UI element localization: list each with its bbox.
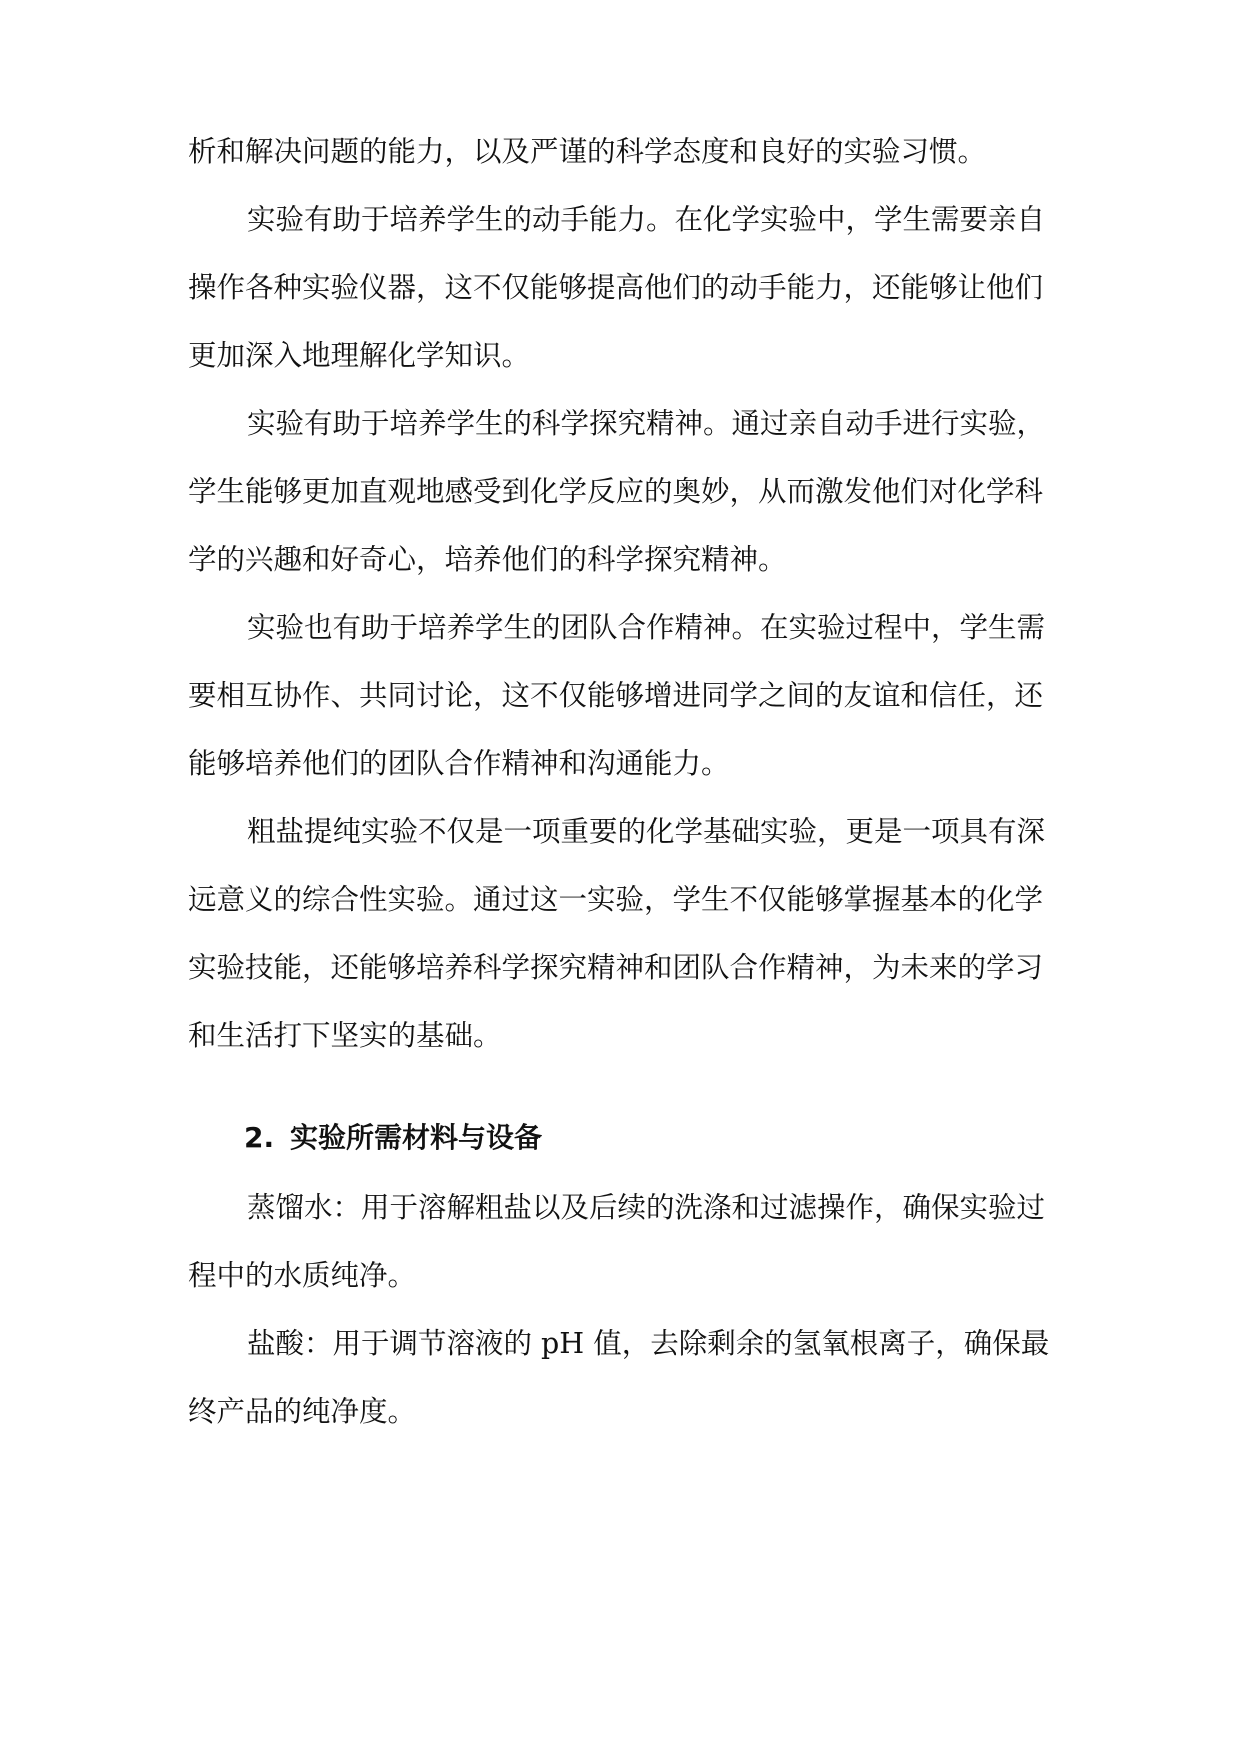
section-heading (244, 1108, 1058, 1168)
body-text-line: 实验也有助于培养学生的团队合作精神。在实验过程中，学生需 (247, 611, 1046, 644)
body-text-line: 实验技能，还能够培养科学探究精神和团队合作精神，为未来的学习 (188, 951, 1044, 984)
body-text-line: 远意义的综合性实验。通过这一实验，学生不仅能够掌握基本的化学 (188, 883, 1044, 916)
body-text-line: 要相互协作、共同讨论，这不仅能够增进同学之间的友谊和信任，还 (188, 679, 1044, 712)
body-text-line: 实验有助于培养学生的科学探究精神。通过亲自动手进行实验， (247, 407, 1046, 440)
body-text-line: 和生活打下坚实的基础。 (188, 1019, 502, 1052)
body-text-line: 学的兴趣和好奇心，培养他们的科学探究精神。 (188, 543, 787, 576)
body-text-line: 析和解决问题的能力，以及严谨的科学态度和良好的实验习惯。 (188, 135, 987, 168)
body-text-line: 操作各种实验仪器，这不仅能够提高他们的动手能力，还能够让他们 (188, 271, 1044, 304)
material-text-line: 程中的水质纯净。 (188, 1259, 417, 1292)
section-number: 2. (244, 1121, 275, 1154)
material-text-line: 终产品的纯净度。 (188, 1395, 417, 1428)
body-text-line: 粗盐提纯实验不仅是一项重要的化学基础实验，更是一项具有深 (247, 815, 1046, 848)
section-title: 实验所需材料与设备 (290, 1121, 543, 1154)
body-text-line: 实验有助于培养学生的动手能力。在化学实验中，学生需要亲自 (247, 203, 1046, 236)
body-text-line: 能够培养他们的团队合作精神和沟通能力。 (188, 747, 730, 780)
material-text-line: 蒸馏水：用于溶解粗盐以及后续的洗涤和过滤操作，确保实验过 (247, 1191, 1046, 1224)
body-text-line: 学生能够更加直观地感受到化学反应的奥妙，从而激发他们对化学科 (188, 475, 1044, 508)
body-text-line: 更加深入地理解化学知识。 (188, 339, 531, 372)
material-text-line: 盐酸：用于调节溶液的 pH 值，去除剩余的氢氧根离子，确保最 (247, 1327, 1050, 1360)
